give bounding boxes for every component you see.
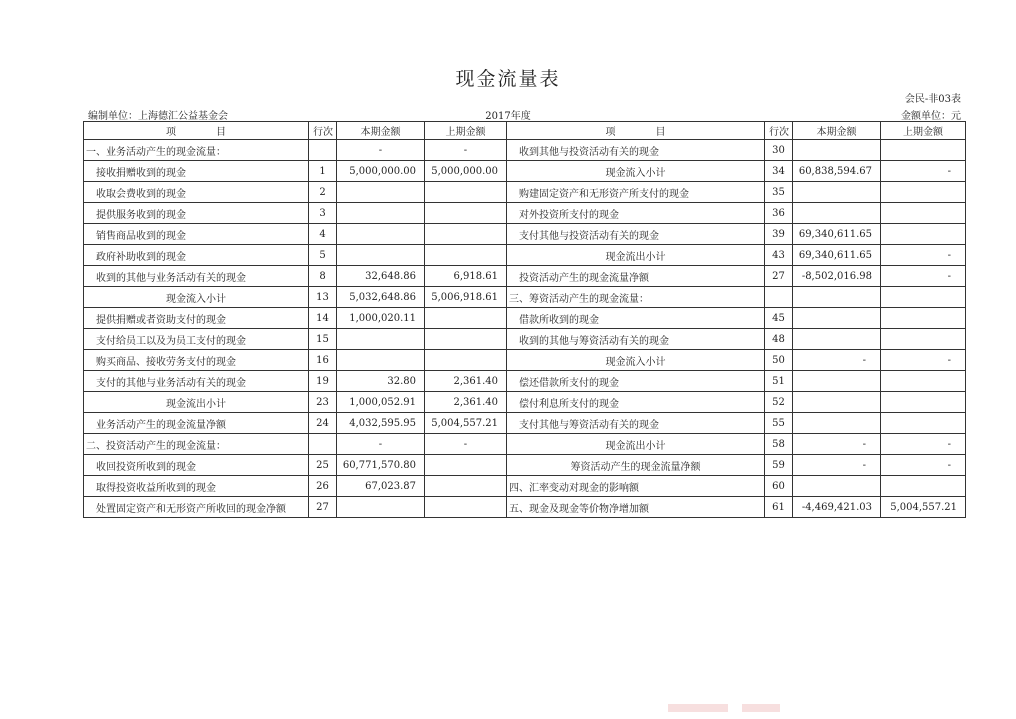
stamp-trace [742,704,780,712]
left-line-number: 2 [309,182,337,203]
left-previous-amount: 2,361.40 [425,392,507,413]
left-previous-amount: 5,004,557.21 [425,413,507,434]
left-item: 支付的其他与业务活动有关的现金 [84,371,309,392]
left-previous-amount: - [425,140,507,161]
left-line-number: 4 [309,224,337,245]
left-item: 处置固定资产和无形资产所收回的现金净额 [84,497,309,518]
right-line-number: 50 [765,350,793,371]
right-item: 收到的其他与筹资活动有关的现金 [507,329,765,350]
right-current-amount [793,413,881,434]
left-item: 现金流入小计 [84,287,309,308]
right-current-amount: - [793,455,881,476]
header-line: 行次 [309,122,337,140]
left-item: 购买商品、接收劳务支付的现金 [84,350,309,371]
left-current-amount: 5,000,000.00 [337,161,425,182]
right-previous-amount [881,287,966,308]
right-item: 现金流出小计 [507,434,765,455]
left-current-amount [337,497,425,518]
table-row [84,476,966,497]
right-current-amount: 69,340,611.65 [793,224,881,245]
table-row [84,392,966,413]
left-item: 收取会费收到的现金 [84,182,309,203]
header-current: 本期金额 [793,122,881,140]
right-line-number: 48 [765,329,793,350]
right-item: 支付其他与投资活动有关的现金 [507,224,765,245]
header-current: 本期金额 [337,122,425,140]
table-row [84,455,966,476]
right-line-number: 43 [765,245,793,266]
left-current-amount: 60,771,570.80 [337,455,425,476]
right-item: 现金流出小计 [507,245,765,266]
left-item: 收到的其他与业务活动有关的现金 [84,266,309,287]
right-previous-amount: 5,004,557.21 [881,497,966,518]
left-previous-amount: - [425,434,507,455]
table-row [84,434,966,455]
right-item: 现金流入小计 [507,350,765,371]
left-item: 一、业务活动产生的现金流量： [84,140,309,161]
right-item: 借款所收到的现金 [507,308,765,329]
header-item: 项 目 [507,122,765,140]
currency-unit: 金额单位：元 [901,111,961,122]
left-item: 业务活动产生的现金流量净额 [84,413,309,434]
right-current-amount: 60,838,594.67 [793,161,881,182]
left-line-number: 8 [309,266,337,287]
right-current-amount [793,371,881,392]
right-item: 偿还借款所支付的现金 [507,371,765,392]
right-line-number: 61 [765,497,793,518]
right-line-number: 36 [765,203,793,224]
right-previous-amount [881,140,966,161]
left-line-number: 5 [309,245,337,266]
left-previous-amount [425,308,507,329]
left-current-amount [337,329,425,350]
table-row [84,497,966,518]
left-current-amount: - [337,434,425,455]
left-line-number: 16 [309,350,337,371]
table-row [84,203,966,224]
table-row [84,140,966,161]
right-previous-amount [881,413,966,434]
right-line-number: 45 [765,308,793,329]
left-previous-amount [425,203,507,224]
left-previous-amount [425,497,507,518]
table-row [84,287,966,308]
right-previous-amount [881,203,966,224]
right-current-amount [793,203,881,224]
right-previous-amount [881,329,966,350]
table-row [84,371,966,392]
header-line: 行次 [765,122,793,140]
right-previous-amount: - [881,161,966,182]
left-item: 提供捐赠或者资助支付的现金 [84,308,309,329]
table-header-row [84,122,966,140]
left-line-number: 1 [309,161,337,182]
left-previous-amount [425,329,507,350]
left-previous-amount: 6,918.61 [425,266,507,287]
right-line-number [765,287,793,308]
right-line-number: 60 [765,476,793,497]
right-item: 偿付利息所支付的现金 [507,392,765,413]
left-previous-amount: 5,006,918.61 [425,287,507,308]
stamp-trace [668,704,728,712]
table-row [84,182,966,203]
right-previous-amount: - [881,266,966,287]
right-previous-amount: - [881,455,966,476]
fiscal-year: 2017年度 [485,111,531,122]
right-current-amount [793,476,881,497]
left-line-number: 15 [309,329,337,350]
left-current-amount [337,350,425,371]
left-line-number: 25 [309,455,337,476]
left-previous-amount [425,224,507,245]
left-previous-amount: 2,361.40 [425,371,507,392]
left-current-amount [337,182,425,203]
left-line-number [309,140,337,161]
right-previous-amount [881,224,966,245]
right-current-amount [793,392,881,413]
right-previous-amount: - [881,434,966,455]
left-previous-amount [425,350,507,371]
table-row [84,329,966,350]
left-item: 支付给员工以及为员工支付的现金 [84,329,309,350]
left-item: 取得投资收益所收到的现金 [84,476,309,497]
table-row [84,224,966,245]
table-row [84,308,966,329]
reporting-entity: 编制单位：上海德汇公益基金会 [88,111,228,122]
form-number: 会民-非03表 [904,94,961,105]
right-current-amount: - [793,434,881,455]
table-row [84,161,966,182]
left-line-number: 3 [309,203,337,224]
left-current-amount: 4,032,595.95 [337,413,425,434]
right-line-number: 59 [765,455,793,476]
left-item: 二、投资活动产生的现金流量： [84,434,309,455]
right-line-number: 52 [765,392,793,413]
left-item: 销售商品收到的现金 [84,224,309,245]
right-item: 三、筹资活动产生的现金流量： [507,287,765,308]
right-line-number: 30 [765,140,793,161]
right-line-number: 51 [765,371,793,392]
header-previous: 上期金额 [425,122,507,140]
right-item: 对外投资所支付的现金 [507,203,765,224]
left-item: 提供服务收到的现金 [84,203,309,224]
left-item: 接收捐赠收到的现金 [84,161,309,182]
right-item: 现金流入小计 [507,161,765,182]
left-previous-amount: 5,000,000.00 [425,161,507,182]
left-item: 收回投资所收到的现金 [84,455,309,476]
left-line-number [309,434,337,455]
left-line-number: 13 [309,287,337,308]
right-current-amount [793,182,881,203]
left-previous-amount [425,182,507,203]
left-line-number: 26 [309,476,337,497]
right-line-number: 27 [765,266,793,287]
left-current-amount: - [337,140,425,161]
right-current-amount [793,329,881,350]
right-previous-amount: - [881,245,966,266]
left-current-amount: 5,032,648.86 [337,287,425,308]
left-current-amount: 1,000,052.91 [337,392,425,413]
left-previous-amount [425,455,507,476]
table-row [84,413,966,434]
left-previous-amount [425,245,507,266]
left-line-number: 23 [309,392,337,413]
left-current-amount: 32.80 [337,371,425,392]
right-previous-amount: - [881,350,966,371]
right-previous-amount [881,392,966,413]
table-row [84,245,966,266]
left-previous-amount [425,476,507,497]
right-current-amount [793,287,881,308]
left-current-amount [337,203,425,224]
left-line-number: 19 [309,371,337,392]
right-current-amount: -8,502,016.98 [793,266,881,287]
right-line-number: 35 [765,182,793,203]
right-line-number: 34 [765,161,793,182]
left-current-amount: 1,000,020.11 [337,308,425,329]
left-current-amount: 67,023.87 [337,476,425,497]
left-line-number: 14 [309,308,337,329]
header-item: 项 目 [84,122,309,140]
left-current-amount [337,224,425,245]
right-item: 收到其他与投资活动有关的现金 [507,140,765,161]
left-line-number: 24 [309,413,337,434]
right-current-amount: -4,469,421.03 [793,497,881,518]
right-item: 支付其他与筹资活动有关的现金 [507,413,765,434]
table-row [84,266,966,287]
right-item: 投资活动产生的现金流量净额 [507,266,765,287]
table-row [84,350,966,371]
right-item: 四、汇率变动对现金的影响额 [507,476,765,497]
left-item: 政府补助收到的现金 [84,245,309,266]
right-line-number: 39 [765,224,793,245]
right-line-number: 55 [765,413,793,434]
right-previous-amount [881,476,966,497]
right-previous-amount [881,371,966,392]
left-line-number: 27 [309,497,337,518]
right-item: 购建固定资产和无形资产所支付的现金 [507,182,765,203]
right-item: 五、现金及现金等价物净增加额 [507,497,765,518]
right-current-amount: 69,340,611.65 [793,245,881,266]
right-line-number: 58 [765,434,793,455]
right-previous-amount [881,308,966,329]
right-current-amount: - [793,350,881,371]
left-current-amount: 32,648.86 [337,266,425,287]
cash-flow-table [83,121,966,518]
left-item: 现金流出小计 [84,392,309,413]
right-item: 筹资活动产生的现金流量净额 [507,455,765,476]
right-previous-amount [881,182,966,203]
left-current-amount [337,245,425,266]
right-current-amount [793,308,881,329]
header-previous: 上期金额 [881,122,966,140]
right-current-amount [793,140,881,161]
report-title: 现金流量表 [455,68,561,90]
